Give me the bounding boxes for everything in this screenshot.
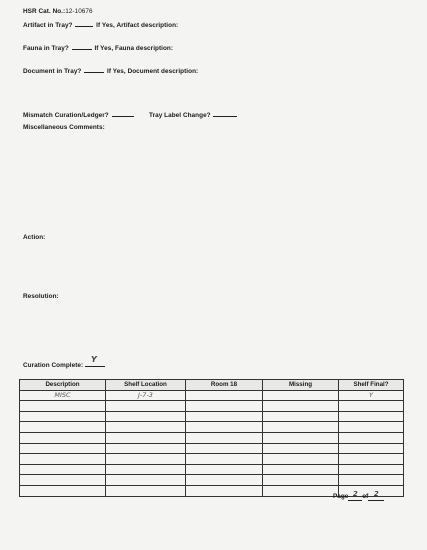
page-total-blank (368, 492, 384, 501)
col-description: Description (20, 380, 106, 391)
table-cell[interactable] (186, 443, 263, 454)
table-cell[interactable] (263, 485, 339, 496)
table-cell[interactable] (106, 443, 186, 454)
table-cell[interactable] (339, 454, 404, 465)
col-room-18: Room 18 (186, 380, 263, 391)
table-cell[interactable] (339, 422, 404, 433)
page-current-blank (348, 492, 362, 501)
artifact-field (23, 20, 178, 29)
table-cell[interactable] (339, 411, 404, 422)
table-cell[interactable] (186, 432, 263, 443)
table-cell[interactable] (186, 454, 263, 465)
table-cell[interactable] (20, 432, 106, 443)
page-total: 2 (373, 490, 379, 498)
table-cell[interactable] (186, 464, 263, 475)
table-cell[interactable]: Y (339, 390, 404, 401)
resolution-label: Resolution: (23, 293, 59, 300)
table-cell[interactable] (263, 443, 339, 454)
table-row (20, 411, 404, 422)
curation-complete-value: Y (91, 355, 97, 364)
tray-label-blank[interactable] (213, 110, 237, 117)
document-blank[interactable] (84, 66, 104, 73)
curation-complete-label: Curation Complete: (23, 362, 84, 369)
action-label: Action: (23, 234, 46, 241)
table-cell[interactable] (186, 422, 263, 433)
catalog-label: HSR Cat. No.: (23, 8, 66, 15)
table-cell[interactable] (263, 432, 339, 443)
table-cell[interactable] (106, 475, 186, 486)
table-cell[interactable] (106, 485, 186, 496)
table-cell[interactable] (106, 432, 186, 443)
artifact-blank[interactable] (75, 20, 93, 27)
table-cell[interactable] (106, 454, 186, 465)
table-cell[interactable] (339, 401, 404, 412)
misc-comments-label: Miscellaneous Comments: (23, 124, 105, 131)
mismatch-label: Mismatch Curation/Ledger? (23, 112, 109, 119)
curation-complete-field (23, 355, 105, 369)
table-cell[interactable] (20, 454, 106, 465)
table-cell[interactable] (20, 485, 106, 496)
table-cell[interactable] (339, 464, 404, 475)
table-cell[interactable] (339, 443, 404, 454)
document-desc-label: If Yes, Document description: (107, 68, 199, 75)
table-cell[interactable] (106, 401, 186, 412)
table-header-row (20, 380, 404, 391)
table-cell[interactable] (20, 475, 106, 486)
table-cell[interactable] (263, 390, 339, 401)
col-shelf-location: Shelf Location (106, 380, 186, 391)
table-row (20, 422, 404, 433)
table-cell[interactable] (339, 432, 404, 443)
curation-complete-blank[interactable] (85, 355, 105, 367)
document-field (23, 66, 198, 75)
table-cell[interactable] (20, 422, 106, 433)
page-current: 2 (352, 490, 358, 498)
table-cell[interactable] (186, 485, 263, 496)
table-cell[interactable] (106, 411, 186, 422)
table-cell[interactable] (186, 401, 263, 412)
table-cell[interactable] (20, 464, 106, 475)
fauna-label: Fauna in Tray? (23, 45, 69, 52)
of-label: of (362, 493, 369, 500)
table-cell[interactable] (106, 422, 186, 433)
page-label: Page (333, 493, 349, 500)
mismatch-field (23, 110, 135, 119)
fauna-field (23, 43, 173, 52)
table-cell[interactable] (263, 454, 339, 465)
fauna-desc-label: If Yes, Fauna description: (94, 45, 174, 52)
table-row (20, 401, 404, 412)
artifact-desc-label: If Yes, Artifact description: (96, 22, 179, 29)
catalog-number (23, 8, 93, 15)
col-shelf-final: Shelf Final? (339, 380, 404, 391)
table-cell[interactable] (263, 411, 339, 422)
table-row (20, 443, 404, 454)
table-row (20, 464, 404, 475)
document-label: Document in Tray? (23, 68, 82, 75)
table-cell[interactable] (263, 464, 339, 475)
tray-label-label: Tray Label Change? (149, 112, 211, 119)
table-cell[interactable] (20, 443, 106, 454)
table-cell[interactable] (263, 422, 339, 433)
table-cell[interactable]: MISC (20, 390, 106, 401)
catalog-value: 12-10676 (65, 8, 93, 15)
mismatch-blank[interactable] (112, 110, 134, 117)
table-cell[interactable] (186, 411, 263, 422)
table-cell[interactable] (186, 475, 263, 486)
col-missing: Missing (263, 380, 339, 391)
table-row (20, 454, 404, 465)
table-cell[interactable] (106, 464, 186, 475)
table-cell[interactable] (339, 475, 404, 486)
table-row (20, 432, 404, 443)
artifact-label: Artifact in Tray? (23, 22, 73, 29)
table-cell[interactable] (20, 411, 106, 422)
table-cell[interactable] (186, 390, 263, 401)
table-cell[interactable] (263, 475, 339, 486)
table-cell[interactable] (20, 401, 106, 412)
page-number (333, 492, 384, 501)
fauna-blank[interactable] (72, 43, 92, 50)
table-cell[interactable] (263, 401, 339, 412)
tray-label-field (149, 110, 238, 119)
table-row (20, 390, 404, 401)
tray-table (19, 379, 404, 497)
table-cell[interactable]: J-7-3 (106, 390, 186, 401)
table-row (20, 475, 404, 486)
